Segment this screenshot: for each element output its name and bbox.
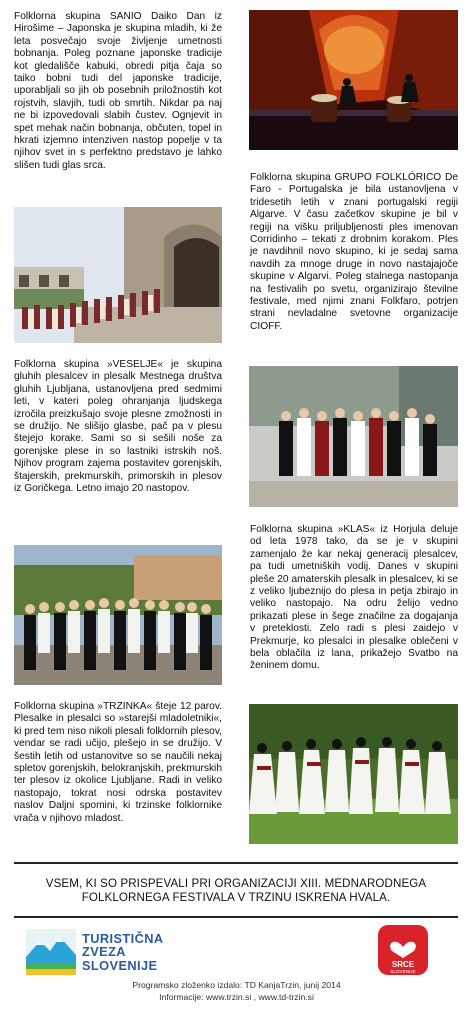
thanks-line-2: FOLKLORNEGA FESTIVALA V TRZINU ISKRENA HVALA. <box>81 891 391 904</box>
tzs-mountain-icon <box>26 929 76 975</box>
sanio-text: Folklorna skupina SANIO Daiko Dan iz Hirošime – Japonska je skupina mladih, ki že leta posvečajo svoje življenje umetnosti bobnanja. Poleg poznane japonske tradicije kot gledališče kabuki, obredi pitja čaja so taiko bobni tudi del japonske tradicije, uporabljali so jih ob posebnih priložnostih kot rojstvih, slavjih, tudi ob smrtih. Nikdar pa naj ne bi izpovedovali slabih čustev. Ognjevit in spet mehak način bobnanja, občuten, topel in hkrati izjemno intenziven nastop popelje v ta njihov svet in s perfektno predstavo je lahko slišen tudi glas srca. <box>14 11 222 171</box>
thanks-line-1: VSEM, KI SO PRISPEVALI PRI ORGANIZACIJI XIII. MEDNARODNEGA <box>45 877 427 890</box>
photo-veselje-group <box>249 366 458 507</box>
photo-sanio-drummers <box>249 10 458 150</box>
srce-slovenije-logo <box>378 925 428 975</box>
tzs-line-3: SLOVENIJE <box>82 957 158 973</box>
klas-text: Folklorna skupina »KLAS« iz Horjula deluje od leta 1978 tako, da se je v skupini zamenjalo že kar nekaj generacij plesalcev, pa tudi umetniških vodij. Danes v skupini pleše 20 amaterskih plesalk in plesalcev, ki se z veliko ljubeznijo do plesa in petja zbirajo in veliko nastopajo. Na odru želijo vedno prikazati plese in šege značilne za dogajanja v preteklosti. Zelo radi s plesi zaidejo v Prekmurje, ko plesalci in plesalke oblečeni v bela oblačila iz lana, prikažejo Svatbo na ženinem domu. <box>250 524 458 672</box>
divider-top <box>14 862 458 864</box>
veselje-text: Folklorna skupina »VESELJE« je skupina gluhih plesalcev in plesalk Mestnega društva gluhih Ljubljana, ustanovljena pred sedmimi leti, v kateri poleg ohranjanja ljudskega izročila preizkušajo svoje plesne zmožnosti in se družijo. Ne slišijo glasbe, pač pa v plesu štejejo korake. Sami so si sešili noše za gorenjske plese in so lastniki istrskih noš. Njihov program zajema postavitev gorenjskih, štajerskih, prekmurskih, primorskih in plesov iz Goričkega. Letno imajo 20 nastopov. <box>14 359 222 495</box>
photo-trzinka-group <box>249 704 458 844</box>
divider-bottom <box>14 916 458 918</box>
footer-info: Informacije: www.trzin.si , www.td-trzin.si <box>159 992 314 1002</box>
photo-klas-group <box>14 545 222 685</box>
trzinka-text: Folklorna skupina »TRZINKA« šteje 12 parov. Plesalke in plesalci so »starejši mladoletniki«, ki pred tem niso nikoli plesali folklornih plesov, vendar se radi učijo, plešejo in se družijo. V šestih letih od ustanovitve so se naučili nekaj spletov gorenjskih, belokranjskih, prekmurskih ter plesov iz okolice Ljubljane. Radi in veliko nastopajo, tokrat nosi odrska postavitev naslov Daljni spomini, ki trzinske folklornike vrača v njihovo mladost. <box>14 701 222 824</box>
srce-line-2: SLOVENIJE <box>390 969 416 974</box>
photo-grupo-cathedral <box>14 207 222 343</box>
footer-publisher: Programsko zloženko izdalo: TD KanjaTrzin, junij 2014 <box>132 980 341 990</box>
grupo-text: Folklorna skupina GRUPO FOLKLÓRICO De Faro - Portugalska je bila ustanovljena v tridesetih letih v znani portugalski regiji Algarve. V času začetkov skupine je bil v regiji na višku priljubljenosti ples imenovan Corridinho – tekati z drobnim korakom. Ples je navdihnil novo skupino, ki je sedaj sama navdih za mnoge druge in novo nastajajoče skupine v Algarvi. Poleg stalnega nastopanja na festivalih po svetu, organizirajo številne festivale, med njimi znani Folkfaro, potrjen strani nevladalne svetovne organizacije CIOFF. <box>250 172 458 332</box>
turisticna-zveza-logo <box>26 929 186 979</box>
srce-line-1: SRCE <box>391 960 415 969</box>
tzs-line-1: TURISTIČNA <box>82 931 164 946</box>
thanks-message <box>14 877 458 905</box>
tzs-line-2: ZVEZA <box>82 944 126 960</box>
